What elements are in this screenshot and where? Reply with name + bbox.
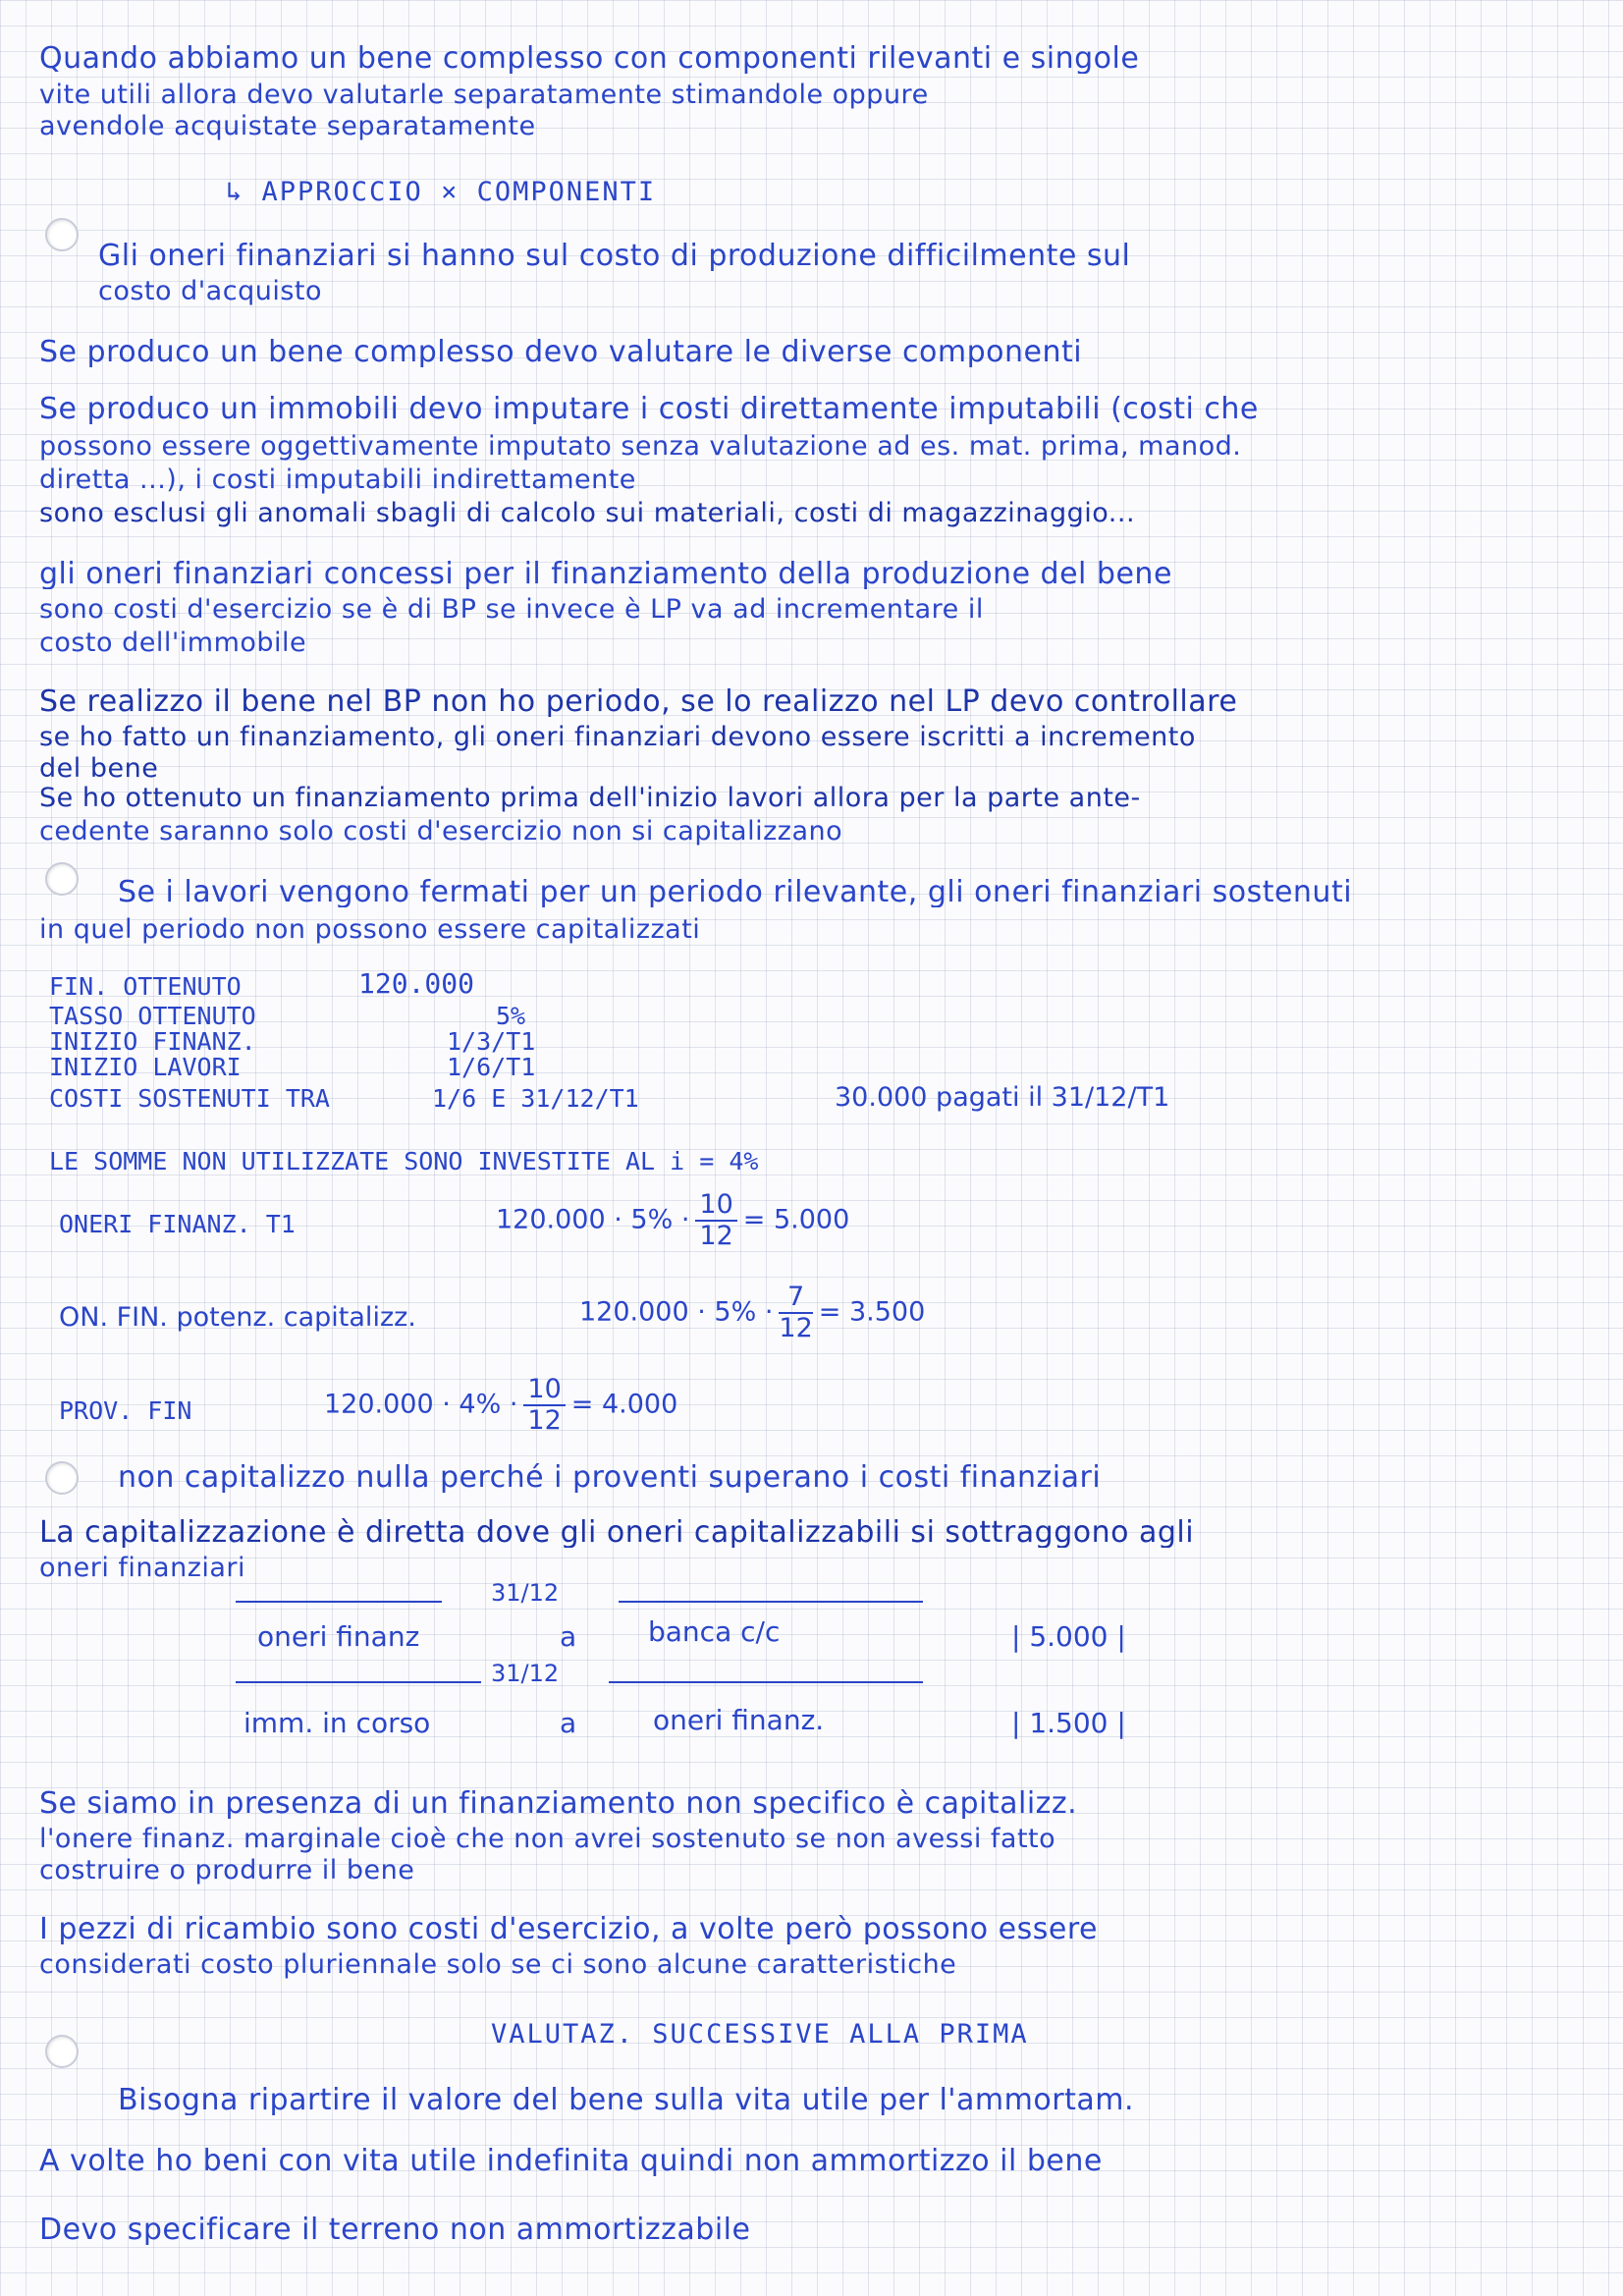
text-line: Se siamo in presenza di un finanziamento non specifico è capitalizz. <box>39 1789 1078 1819</box>
text-line: l'onere finanz. marginale cioè che non avrei sostenuto se non avessi fatto <box>39 1825 1056 1854</box>
journal-amount: | 1.500 | <box>1011 1707 1126 1739</box>
fraction <box>779 1283 812 1343</box>
fraction <box>695 1190 736 1251</box>
fraction-denominator: 12 <box>779 1313 813 1343</box>
example-value: 5% <box>496 1002 526 1030</box>
journal-credit: oneri finanz. <box>653 1704 825 1736</box>
section-heading: VALUTAZ. SUCCESSIVE ALLA PRIMA <box>491 2019 1029 2050</box>
calc-label: PROV. FIN <box>59 1396 192 1425</box>
journal-amount: | 5.000 | <box>1011 1620 1126 1653</box>
text-line: Se produco un bene complesso devo valutare le diverse componenti <box>39 338 1083 367</box>
calc-result: = 4.000 <box>570 1389 678 1420</box>
text-line: La capitalizzazione è diretta dove gli oneri capitalizzabili si sottraggono agli <box>39 1518 1195 1548</box>
text-line: sono costi d'esercizio se è di BP se invece è LP va ad incrementare il <box>39 595 984 625</box>
text-line: Bisogna ripartire il valore del bene sulla vita utile per l'ammortam. <box>118 2086 1134 2115</box>
text-line: oneri finanziari <box>39 1554 246 1583</box>
text-line: Devo specificare il terreno non ammortizzabile <box>39 2215 751 2245</box>
text-line: costo d'acquisto <box>98 277 322 306</box>
text-line: sono esclusi gli anomali sbagli di calcolo sui materiali, costi di magazzinaggio... <box>39 499 1136 528</box>
calc-result: = 5.000 <box>742 1204 850 1235</box>
calc-expression <box>496 1190 849 1251</box>
example-value: 1/6 E 31/12/T1 <box>432 1084 639 1113</box>
cost-note: 30.000 pagati il 31/12/T1 <box>835 1082 1170 1113</box>
example-label: COSTI SOSTENUTI TRA <box>49 1084 330 1113</box>
text-line: se ho fatto un finanziamento, gli oneri finanziari devono essere iscritti a incremento <box>39 723 1196 752</box>
journal-rule <box>609 1681 923 1683</box>
binder-hole <box>45 1461 79 1495</box>
text-line: costruire o produrre il bene <box>39 1856 415 1886</box>
example-value: 1/3/T1 <box>447 1027 536 1056</box>
journal-rule <box>619 1601 923 1603</box>
example-label: FIN. OTTENUTO <box>49 972 242 1001</box>
journal-credit: banca c/c <box>648 1615 781 1648</box>
approach-note: ↳ APPROCCIO × COMPONENTI <box>226 177 657 207</box>
example-label: INIZIO LAVORI <box>49 1053 242 1081</box>
example-value: 1/6/T1 <box>447 1053 536 1081</box>
text-line: cedente saranno solo costi d'esercizio non si capitalizzano <box>39 817 843 847</box>
fraction-denominator: 12 <box>699 1221 733 1251</box>
calc-result: = 3.500 <box>818 1296 926 1328</box>
calc-expr: 120.000 · 5% · <box>496 1204 690 1235</box>
fraction-denominator: 12 <box>527 1405 562 1436</box>
text-line: gli oneri finanziari concessi per il finanziamento della produzione del bene <box>39 560 1172 589</box>
text-line: costo dell'immobile <box>39 629 307 658</box>
text-line: Se produco un immobili devo imputare i costi direttamente imputabili (costi che <box>39 395 1259 424</box>
journal-debit: oneri finanz <box>257 1620 420 1653</box>
text-line: considerati costo pluriennale solo se ci sono alcune caratteristiche <box>39 1950 957 1980</box>
text-line: Gli oneri finanziari si hanno sul costo di produzione difficilmente sul <box>98 242 1131 271</box>
text-line: I pezzi di ricambio sono costi d'esercizio, a volte però possono essere <box>39 1915 1098 1944</box>
text-line: A volte ho beni con vita utile indefinita quindi non ammortizzo il bene <box>39 2147 1103 2176</box>
journal-date: 31/12 <box>491 1579 560 1607</box>
journal-rule <box>236 1601 442 1603</box>
text-line: possono essere oggettivamente imputato senza valutazione ad es. mat. prima, manod. <box>39 432 1242 462</box>
text-line: Se ho ottenuto un finanziamento prima dell'inizio lavori allora per la parte ante- <box>39 784 1141 813</box>
fraction-numerator: 10 <box>523 1375 565 1406</box>
journal-debit: imm. in corso <box>243 1707 431 1739</box>
example-value: 120.000 <box>358 967 475 1000</box>
text-line: diretta ...), i costi imputabili indirettamente <box>39 465 636 495</box>
calc-expression <box>324 1375 677 1436</box>
binder-hole <box>45 862 79 896</box>
text-line: avendole acquistate separatamente <box>39 112 536 141</box>
calc-label: ON. FIN. potenz. capitalizz. <box>59 1302 416 1333</box>
calc-label: ONERI FINANZ. T1 <box>59 1210 296 1238</box>
unused-note: LE SOMME NON UTILIZZATE SONO INVESTITE AL i = 4% <box>49 1147 759 1175</box>
journal-date: 31/12 <box>491 1660 560 1687</box>
fraction <box>523 1375 565 1436</box>
text-line: Se realizzo il bene nel BP non ho periodo, se lo realizzo nel LP devo controllare <box>39 687 1238 717</box>
journal-a: a <box>560 1707 577 1739</box>
journal-rule <box>236 1681 481 1683</box>
binder-hole <box>45 2035 79 2068</box>
example-label: INIZIO FINANZ. <box>49 1027 256 1056</box>
journal-a: a <box>560 1620 577 1653</box>
text-line: del bene <box>39 754 159 784</box>
text-line: Se i lavori vengono fermati per un periodo rilevante, gli oneri finanziari sostenuti <box>118 878 1353 907</box>
example-label: TASSO OTTENUTO <box>49 1002 256 1030</box>
text-line: vite utili allora devo valutarle separatamente stimandole oppure <box>39 81 929 110</box>
text-line: Quando abbiamo un bene complesso con componenti rilevanti e singole <box>39 44 1140 74</box>
text-line: non capitalizzo nulla perché i proventi superano i costi finanziari <box>118 1463 1102 1493</box>
calc-expr: 120.000 · 5% · <box>579 1296 774 1328</box>
text-line: in quel periodo non possono essere capitalizzati <box>39 915 701 945</box>
fraction-numerator: 10 <box>695 1190 736 1222</box>
calc-expr: 120.000 · 4% · <box>324 1389 518 1420</box>
calc-expression <box>579 1283 925 1343</box>
fraction-numerator: 7 <box>779 1283 812 1314</box>
